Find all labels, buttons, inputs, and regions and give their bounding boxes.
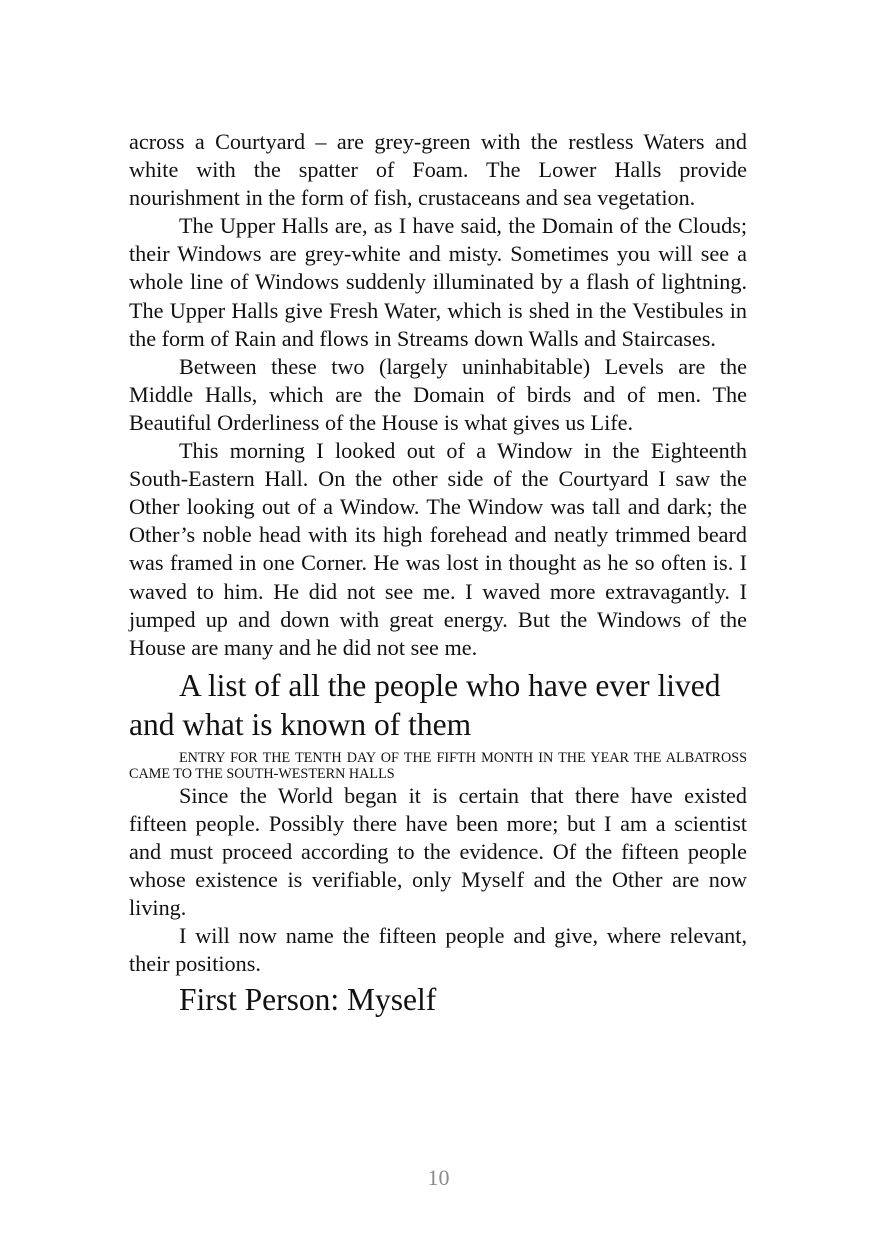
- paragraph-name-people: I will now name the fifteen people and give, where relevant, their positions.: [129, 923, 747, 977]
- paragraph-upper-halls: The Upper Halls are, as I have said, the Domain of the Clouds; their Windows are grey-white and misty. Sometimes you will see a whole line of Windows suddenly illuminated by a flash of lightning. The Upper Halls give Fresh Water, which is shed in the Vestibules in the form of Rain and flows in Streams down Walls and Staircases.: [129, 213, 747, 351]
- paragraph-lower-halls: across a Courtyard – are grey-green with the restless Waters and white with the spatter of Foam. The Lower Halls provide nourishment in the form of fish, crustaceans and sea vegetation.: [129, 129, 747, 211]
- chapter-heading: A list of all the people who have ever lived and what is known of them: [129, 667, 721, 743]
- page-number: 10: [427, 1165, 450, 1190]
- section-subheading: First Person: Myself: [179, 982, 437, 1018]
- paragraph-fifteen-people: Since the World began it is certain that there have existed fifteen people. Possibly there have been more; but I am a scientist and must proceed according to the evidence. Of the fifteen people whose existence is verifiable, only Myself and the Other are now living.: [129, 782, 747, 921]
- paragraph-middle-halls: Between these two (largely uninhabitable) Levels are the Middle Halls, which are the Domain of birds and of men. The Beautiful Orderliness of the House is what gives us Life.: [129, 353, 747, 435]
- page-body: [129, 128, 747, 1019]
- journal-entry-line: ENTRY FOR THE TENTH DAY OF THE FIFTH MONTH IN THE YEAR THE ALBATROSS CAME TO THE SOUTH-WESTERN HALLS: [129, 749, 747, 782]
- paragraph-this-morning: This morning I looked out of a Window in the Eighteenth South-Eastern Hall. On the other side of the Courtyard I saw the Other looking out of a Window. The Window was tall and dark; the Other’s noble head with its high forehead and neatly trimmed beard was framed in one Corner. He was lost in thought as he so often is. I waved to him. He did not see me. I waved more extravagantly. I jumped up and down with great energy. But the Windows of the House are many and he did not see me.: [129, 438, 747, 660]
